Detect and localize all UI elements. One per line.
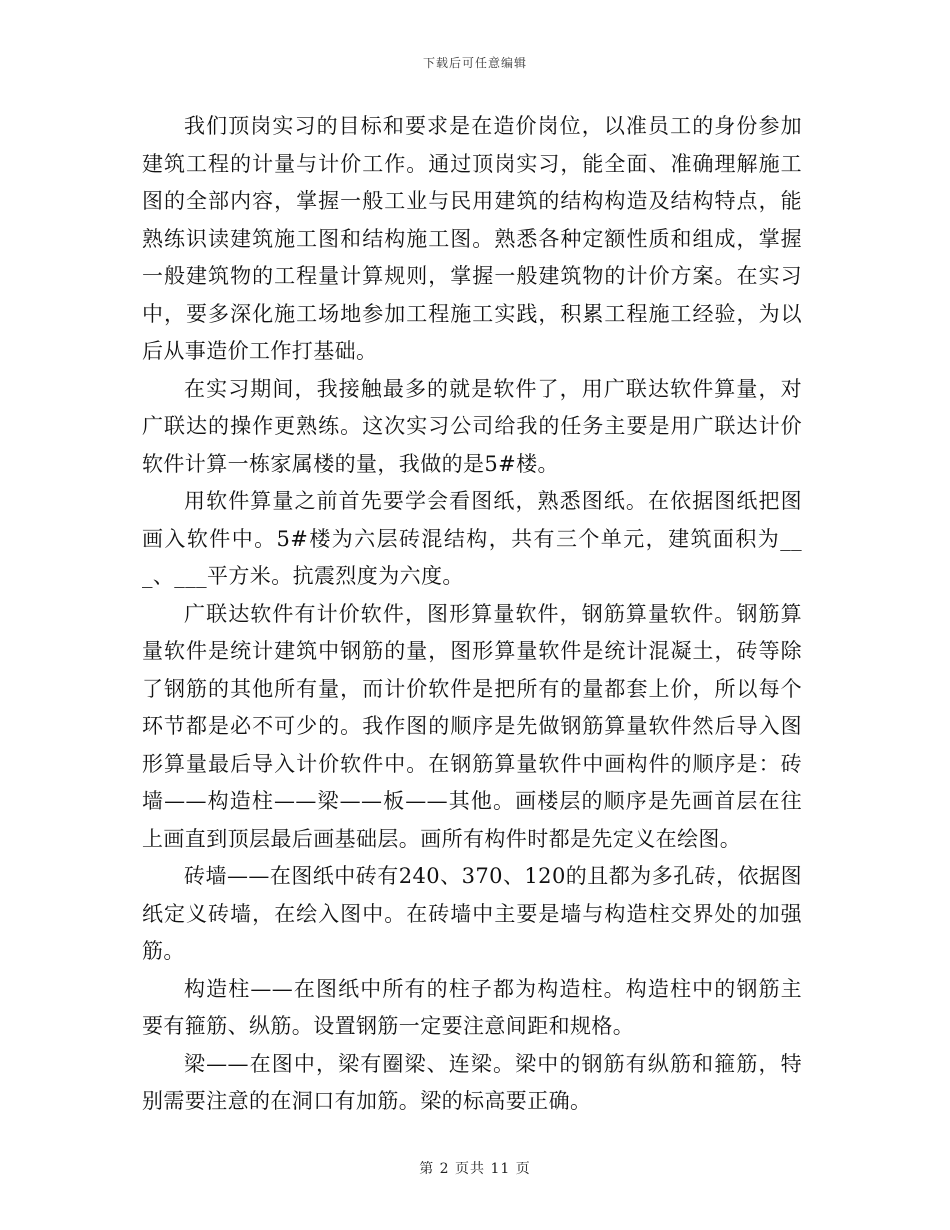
paragraph-software-types: 广联达软件有计价软件，图形算量软件，钢筋算量软件。钢筋算量软件是统计建筑中钢筋的量，图形算量软件是统计混凝土，砖等除了钢筋的其他所有量，而计价软件是把所有的量都套上价，所以每个环节都是必不可少的。我作图的顺序是先做钢筋算量软件然后导入图形算量最后导入计价软件中。在钢筋算量软件中画构件的顺序是：砖墙——构造柱——梁——板——其他。画楼层的顺序是先画首层在往上画直到顶层最后画基础层。画所有构件时都是先定义在绘图。 <box>142 601 802 851</box>
paragraph-software-usage: 在实习期间，我接触最多的就是软件了，用广联达软件算量，对广联达的操作更熟练。这次实习公司给我的任务主要是用广联达计价软件计算一栋家属楼的量，我做的是5#楼。 <box>142 376 802 476</box>
document-body <box>142 108 802 1121</box>
page-header: 下载后可任意编辑 <box>422 56 527 70</box>
page-footer: 第 2 页共 11 页 <box>419 1161 531 1177</box>
paragraph-internship-goals: 我们顶岗实习的目标和要求是在造价岗位，以准员工的身份参加建筑工程的计量与计价工作。通过顶岗实习，能全面、准确理解施工图的全部内容，掌握一般工业与民用建筑的结构构造及结构特点，能熟练识读建筑施工图和结构施工图。熟悉各种定额性质和组成，掌握一般建筑物的工程量计算规则，掌握一般建筑物的计价方案。在实习中，要多深化施工场地参加工程施工实践，积累工程施工经验，为以后从事造价工作打基础。 <box>142 114 802 363</box>
paragraph-drawing-reading: 用软件算量之前首先要学会看图纸，熟悉图纸。在依据图纸把图画入软件中。5#楼为六层砖混结构，共有三个单元，建筑面积为___、___平方米。抗震烈度为六度。 <box>142 489 802 588</box>
paragraph-brick-wall: 砖墙——在图纸中砖有240、370、120的且都为多孔砖，依据图纸定义砖墙，在绘入图中。在砖墙中主要是墙与构造柱交界处的加强筋。 <box>142 864 802 963</box>
paragraph-beam: 梁——在图中，梁有圈梁、连梁。梁中的钢筋有纵筋和箍筋，特别需要注意的在洞口有加筋。梁的标高要正确。 <box>142 1051 802 1113</box>
paragraph-structural-column: 构造柱——在图纸中所有的柱子都为构造柱。构造柱中的钢筋主要有箍筋、纵筋。设置钢筋一定要注意间距和规格。 <box>142 976 802 1038</box>
